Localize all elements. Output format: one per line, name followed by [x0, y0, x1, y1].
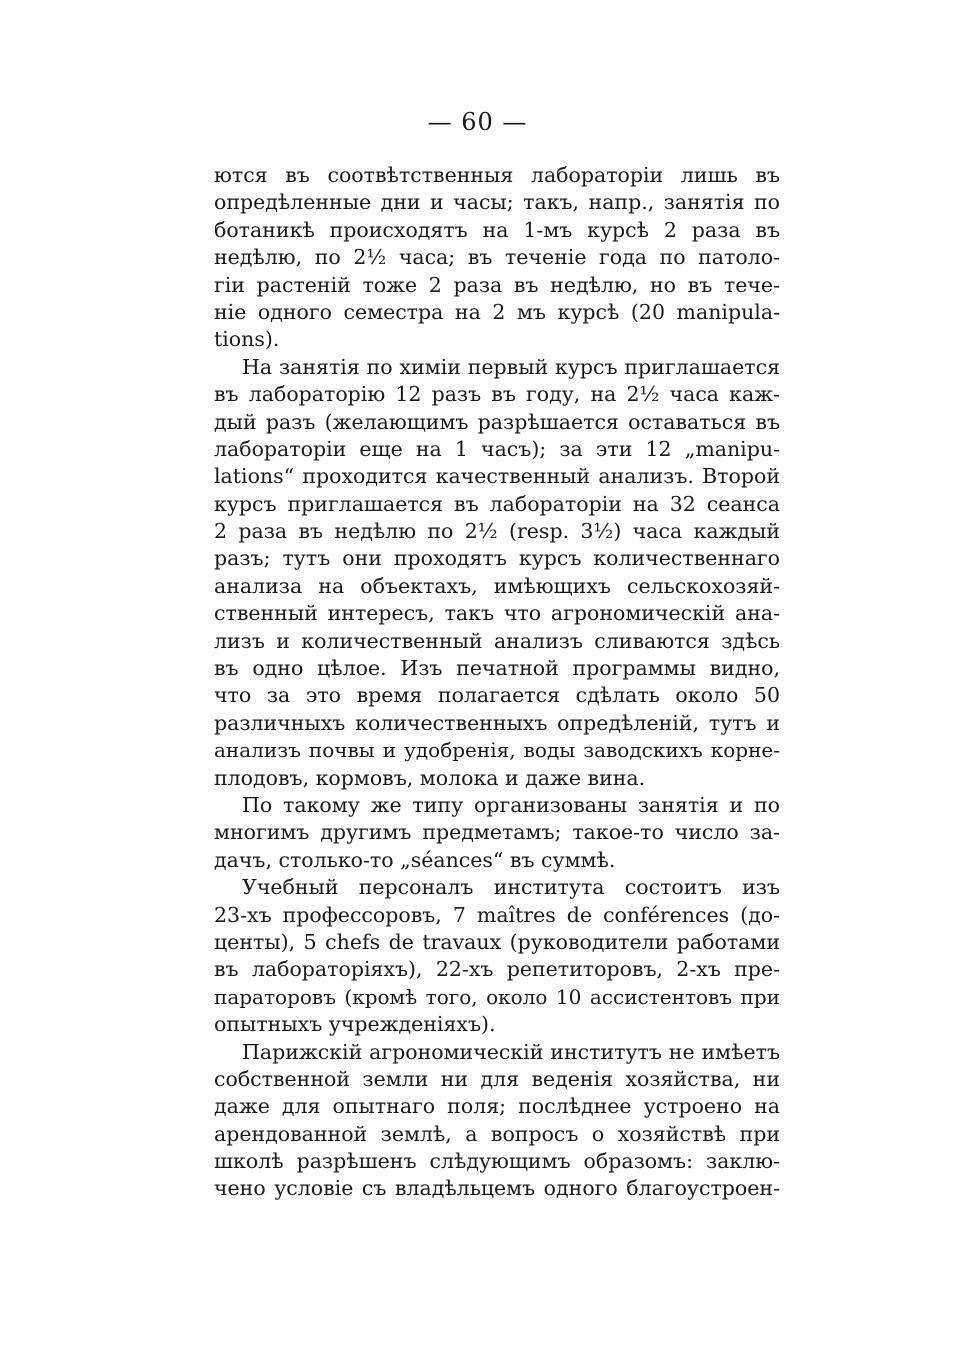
text-line: lations“ проходится качественный анализъ. Второй: [214, 464, 780, 489]
paragraph: [214, 354, 780, 792]
text-line: По такому же типу организованы занятія и по: [242, 792, 780, 817]
text-line: различныхъ количественныхъ опредѣленій, тутъ и: [214, 710, 780, 735]
text-line: Парижскій агрономическій институтъ не имѣетъ: [242, 1039, 780, 1064]
paragraph: [214, 162, 780, 354]
text-line: школѣ разрѣшенъ слѣдующимъ образомъ: заклю-: [214, 1149, 780, 1174]
text-line: лабораторіи еще на 1 часъ); за эти 12 „manipu-: [214, 436, 780, 461]
text-line: гіи растеній тоже 2 раза въ недѣлю, но въ тече-: [214, 272, 780, 297]
text-line: многимъ другимъ предметамъ; такое-то число за-: [214, 820, 780, 845]
text-line: чено условіе съ владѣльцемъ одного благоустроен-: [214, 1176, 780, 1201]
text-line: даже для опытнаго поля; послѣднее устроено на: [214, 1094, 780, 1119]
text-line: 2 раза въ недѣлю по 2½ (resp. 3½) часа каждый: [214, 519, 780, 544]
text-line: анализа на объектахъ, имѣющихъ сельскохозяй-: [214, 573, 780, 598]
text-line: дачъ, столько-то „séances“ въ суммѣ.: [214, 847, 616, 872]
text-line: въ лабораторію 12 разъ въ году, на 2½ часа каж-: [214, 382, 780, 407]
paragraph: [214, 1039, 780, 1203]
text-line: центы), 5 chefs de travaux (руководители работами: [214, 929, 780, 954]
text-line: въ лабораторіяхъ), 22-хъ репетиторовъ, 2-хъ пре-: [214, 957, 780, 982]
text-line: что за это время полагается сдѣлать около 50: [214, 683, 780, 708]
text-line: опытныхъ учрежденіяхъ).: [214, 1012, 496, 1037]
text-line: ніе одного семестра на 2 мъ курсѣ (20 manipula-: [214, 299, 780, 324]
text-line: плодовъ, кормовъ, молока и даже вина.: [214, 765, 646, 790]
text-line: ботаникѣ происходятъ на 1-мъ курсѣ 2 раза въ: [214, 217, 780, 242]
text-line: 23-хъ профессоровъ, 7 maîtres de conférences (до-: [214, 902, 780, 927]
page-number: — 60 —: [427, 108, 528, 136]
text-line: разъ; тутъ они проходятъ курсъ количественнаго: [214, 546, 780, 571]
text-line: собственной земли ни для веденія хозяйства, ни: [214, 1066, 780, 1091]
text-line: недѣлю, по 2½ часа; въ теченіе года по патоло-: [214, 245, 780, 270]
text-line: въ одно цѣлое. Изъ печатной программы видно,: [214, 656, 780, 681]
text-line: tions).: [214, 327, 280, 352]
text-line: лизъ и количественный анализъ сливаются здѣсь: [214, 628, 780, 653]
text-line: дый разъ (желающимъ разрѣшается оставаться въ: [214, 409, 780, 434]
paragraph: [214, 874, 780, 1038]
text-line: Учебный персоналъ института состоитъ изъ: [242, 875, 780, 900]
text-line: ственный интересъ, такъ что агрономическій ана-: [214, 601, 780, 626]
text-line: На занятія по химіи первый курсъ приглашается: [242, 354, 780, 379]
body-text: [214, 162, 780, 1203]
text-line: анализъ почвы и удобренія, воды заводскихъ корне-: [214, 738, 780, 763]
text-line: арендованной землѣ, а вопросъ о хозяйствѣ при: [214, 1121, 780, 1146]
text-line: курсъ приглашается въ лабораторіи на 32 сеанса: [214, 491, 780, 516]
text-line: опредѣленные дни и часы; такъ, напр., занятія по: [214, 190, 780, 215]
paragraph: [214, 792, 780, 874]
text-line: ются въ соотвѣтственныя лабораторіи лишь въ: [214, 163, 780, 187]
text-line: параторовъ (кромѣ того, около 10 ассистентовъ при: [214, 984, 780, 1009]
